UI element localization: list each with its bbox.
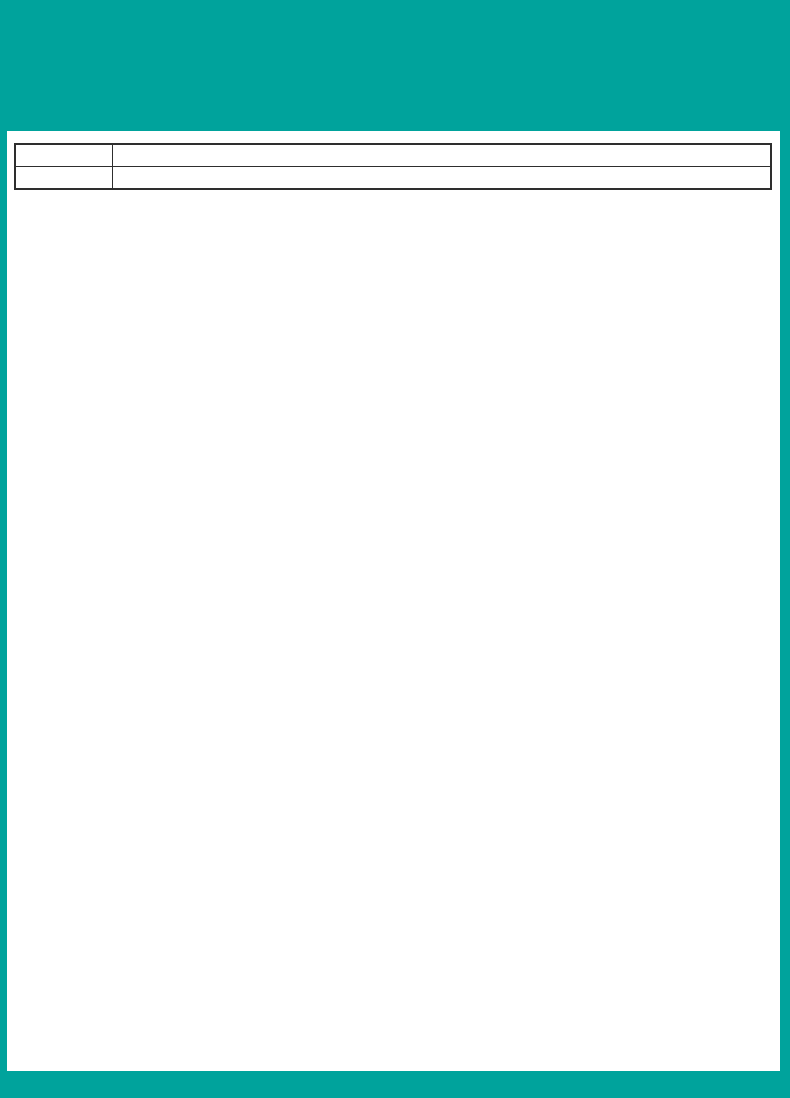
- content-panel: [7, 131, 780, 1071]
- model-code-table: [14, 143, 772, 190]
- model-prefix: [15, 144, 113, 167]
- model-code-row: [15, 144, 771, 167]
- model-series-label: [15, 167, 113, 190]
- model-series-row: [15, 167, 771, 190]
- model-placeholder-cell: [113, 144, 772, 167]
- model-series-empty-cell: [113, 167, 772, 190]
